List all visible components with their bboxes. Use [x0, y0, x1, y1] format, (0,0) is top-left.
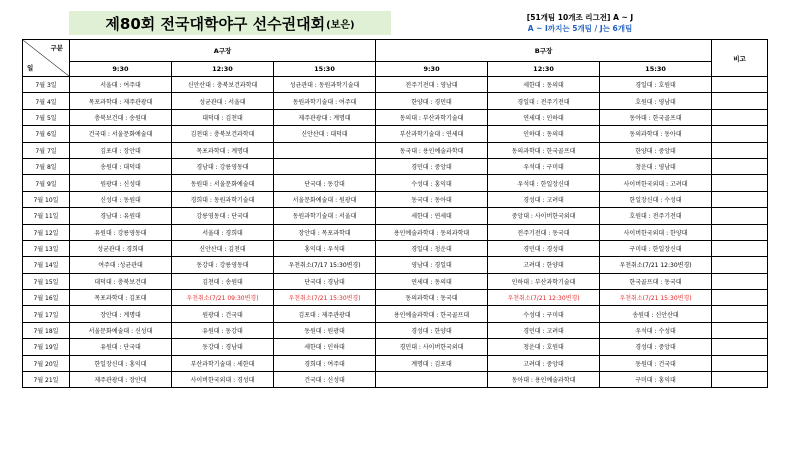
field-a-header: A구장 [70, 40, 376, 62]
remark-cell [712, 322, 768, 338]
game-cell: 장안대 : 목포과학대 [274, 224, 376, 240]
game-cell: 동원대 : 건국대 [600, 355, 712, 371]
game-cell: 부산과학기술대 : 연세대 [376, 126, 488, 142]
date-cell: 7월 20일 [23, 355, 70, 371]
game-cell: 사이버한국외대 : 한양대 [600, 224, 712, 240]
game-cell: 구미대 : 홍익대 [600, 372, 712, 388]
game-cell: 경남대 : 유원대 [70, 208, 172, 224]
schedule-row [23, 322, 768, 338]
date-cell: 7월 15일 [23, 273, 70, 289]
game-cell: 세한대 : 인하대 [274, 339, 376, 355]
game-cell: 목포과학대 : 제주관광대 [70, 93, 172, 109]
game-cell: 인하대 : 동의대 [488, 126, 600, 142]
schedule-row [23, 339, 768, 355]
remark-header: 비고 [712, 40, 768, 77]
time-header: 12:30 [172, 62, 274, 77]
game-cell: 유원대 : 동강대 [172, 322, 274, 338]
schedule-row [23, 355, 768, 371]
remark-cell [712, 290, 768, 306]
game-cell: 성균관대 : 경희대 [70, 240, 172, 256]
remark-cell [712, 372, 768, 388]
game-cell: 충북보건대 : 송원대 [70, 109, 172, 125]
game-cell: 경남대 : 강릉영동대 [172, 158, 274, 174]
game-cell: 연세대 : 동의대 [376, 273, 488, 289]
game-cell: 우석대 : 구미대 [488, 158, 600, 174]
game-cell: 우천취소(7/21 15:30변경) [600, 290, 712, 306]
game-cell: 단국대 : 경남대 [274, 273, 376, 289]
game-cell: 신안산대 : 충북보건과학대 [172, 77, 274, 93]
schedule-row [23, 257, 768, 273]
schedule-row [23, 175, 768, 191]
game-cell: 대덕대 : 충북보건대 [70, 273, 172, 289]
game-cell: 사이버한국외대 : 경성대 [172, 372, 274, 388]
remark-cell [712, 257, 768, 273]
date-cell: 7월 7일 [23, 142, 70, 158]
game-cell: 유원대 : 강릉영동대 [70, 224, 172, 240]
game-cell: 서울대 : 여주대 [70, 77, 172, 93]
league-groups: A ~ I까지는 5개팀 / J는 6개팀 [527, 24, 633, 33]
game-cell: 송원대 : 대덕대 [70, 158, 172, 174]
game-cell: 고려대 : 한양대 [488, 257, 600, 273]
game-cell: 김천대 : 충북보건과학대 [172, 126, 274, 142]
schedule-row [23, 93, 768, 109]
game-cell: 동아대 : 용인예술과학대 [488, 372, 600, 388]
game-cell: 부산과학기술대 : 세한대 [172, 355, 274, 371]
game-cell: 동원과학기술대 : 여주대 [274, 93, 376, 109]
game-cell: 경민대 : 고려대 [488, 322, 600, 338]
corner-header [23, 40, 70, 77]
date-cell: 7월 12일 [23, 224, 70, 240]
game-cell: 목포과학대 : 김포대 [70, 290, 172, 306]
schedule-row [23, 158, 768, 174]
game-cell: 경성대 : 고려대 [488, 191, 600, 207]
game-cell: 동국대 : 동아대 [376, 191, 488, 207]
game-cell: 성균관대 : 서울대 [172, 93, 274, 109]
game-cell: 용인예술과학대 : 동의과학대 [376, 224, 488, 240]
game-cell: 수성대 : 홍익대 [376, 175, 488, 191]
game-cell: 동강대 : 강릉영동대 [172, 257, 274, 273]
remark-cell [712, 93, 768, 109]
game-cell: 경성대 : 중앙대 [600, 339, 712, 355]
schedule-row [23, 224, 768, 240]
game-cell: 연세대 : 인하대 [488, 109, 600, 125]
schedule-row [23, 142, 768, 158]
schedule-row [23, 240, 768, 256]
schedule-row [23, 77, 768, 93]
time-header: 12:30 [488, 62, 600, 77]
game-cell: 서울문화예술대 : 원광대 [274, 191, 376, 207]
game-cell: 경일대 : 청운대 [376, 240, 488, 256]
game-cell: 청운대 : 영남대 [600, 158, 712, 174]
game-cell [274, 142, 376, 158]
game-cell: 서울대 : 경희대 [172, 224, 274, 240]
game-cell [274, 158, 376, 174]
game-cell: 우천취소(7/21 12:30변경) [488, 290, 600, 306]
remark-cell [712, 208, 768, 224]
game-cell: 구미대 : 한일장신대 [600, 240, 712, 256]
date-cell: 7월 4일 [23, 93, 70, 109]
game-cell: 동원대 : 원광대 [274, 322, 376, 338]
game-cell: 경민대 : 중앙대 [376, 158, 488, 174]
league-info [470, 12, 690, 34]
date-cell: 7월 18일 [23, 322, 70, 338]
schedule-row [23, 273, 768, 289]
game-cell: 경일대 : 호원대 [600, 77, 712, 93]
remark-cell [712, 339, 768, 355]
game-cell: 청운대 : 호원대 [488, 339, 600, 355]
game-cell: 영남대 : 경일대 [376, 257, 488, 273]
time-header: 15:30 [600, 62, 712, 77]
remark-cell [712, 109, 768, 125]
date-cell: 7월 8일 [23, 158, 70, 174]
game-cell: 여주대 :성균관대 [70, 257, 172, 273]
game-cell: 목포과학대 : 계명대 [172, 142, 274, 158]
game-cell: 동원대 : 서울문화예술대 [172, 175, 274, 191]
game-cell: 용인예술과학대 : 한국골프대 [376, 306, 488, 322]
remark-cell [712, 273, 768, 289]
game-cell: 세한대 : 연세대 [376, 208, 488, 224]
game-cell: 경희대 : 여주대 [274, 355, 376, 371]
time-header: 15:30 [274, 62, 376, 77]
game-cell: 한일장신대 : 수성대 [600, 191, 712, 207]
game-cell: 신성대 : 동원대 [70, 191, 172, 207]
remark-cell [712, 158, 768, 174]
field-b-header: B구장 [376, 40, 712, 62]
schedule-row [23, 126, 768, 142]
game-cell: 동원과학기술대 : 서울대 [274, 208, 376, 224]
game-cell: 동의대 : 부산과학기술대 [376, 109, 488, 125]
schedule-row [23, 109, 768, 125]
corner-category: 구분 [50, 44, 63, 52]
remark-cell [712, 240, 768, 256]
game-cell: 경일대 : 전주기전대 [488, 93, 600, 109]
game-cell: 강릉영동대 : 단국대 [172, 208, 274, 224]
schedule-row [23, 372, 768, 388]
game-cell: 계명대 : 김포대 [376, 355, 488, 371]
game-cell: 홍익대 : 우석대 [274, 240, 376, 256]
schedule-body [23, 77, 768, 388]
date-cell: 7월 16일 [23, 290, 70, 306]
game-cell: 서울문화예술대 : 신성대 [70, 322, 172, 338]
tournament-title: 제80회 전국대학야구 선수권대회 [105, 14, 326, 33]
game-cell: 세한대 : 동의대 [488, 77, 600, 93]
date-cell: 7월 11일 [23, 208, 70, 224]
date-cell: 7월 10일 [23, 191, 70, 207]
game-cell: 유원대 : 단국대 [70, 339, 172, 355]
game-cell: 우천취소(7/21 15:30변경) [274, 290, 376, 306]
game-cell: 신안산대 : 대덕대 [274, 126, 376, 142]
game-cell: 한양대 : 경민대 [376, 93, 488, 109]
remark-cell [712, 224, 768, 240]
game-cell: 건국대 : 서울문화예술대 [70, 126, 172, 142]
game-cell: 중앙대 : 사이버한국외대 [488, 208, 600, 224]
game-cell: 우석대 : 한일장신대 [488, 175, 600, 191]
date-cell: 7월 19일 [23, 339, 70, 355]
game-cell: 전주기전대 : 영남대 [376, 77, 488, 93]
date-cell: 7월 14일 [23, 257, 70, 273]
game-cell: 제주관광대 : 장안대 [70, 372, 172, 388]
corner-day: 일 [27, 64, 34, 72]
game-cell: 경성대 : 한양대 [376, 322, 488, 338]
schedule-row [23, 191, 768, 207]
date-cell: 7월 6일 [23, 126, 70, 142]
date-cell: 7월 17일 [23, 306, 70, 322]
game-cell: 동의과학대 : 한국골프대 [488, 142, 600, 158]
game-cell: 경민대 : 경성대 [488, 240, 600, 256]
date-cell: 7월 3일 [23, 77, 70, 93]
game-cell: 전주기전대 : 동국대 [488, 224, 600, 240]
game-cell: 동아대 : 한국골프대 [600, 109, 712, 125]
remark-cell [712, 142, 768, 158]
game-cell: 송원대 : 신안산대 [600, 306, 712, 322]
time-header: 9:30 [70, 62, 172, 77]
remark-cell [712, 175, 768, 191]
tournament-venue: (보은) [326, 19, 355, 31]
game-cell: 신안산대 : 김천대 [172, 240, 274, 256]
date-cell: 7월 5일 [23, 109, 70, 125]
time-header: 9:30 [376, 62, 488, 77]
game-cell: 제주관광대 : 계명대 [274, 109, 376, 125]
remark-cell [712, 191, 768, 207]
schedule-row [23, 290, 768, 306]
date-cell: 7월 13일 [23, 240, 70, 256]
game-cell: 고려대 : 중앙대 [488, 355, 600, 371]
game-cell: 한국골프대 : 동국대 [600, 273, 712, 289]
game-cell: 우석대 : 수성대 [600, 322, 712, 338]
game-cell: 우천취소(7/17 15:30변경) [274, 257, 376, 273]
game-cell: 단국대 : 동강대 [274, 175, 376, 191]
game-cell: 대덕대 : 김천대 [172, 109, 274, 125]
game-cell: 장안대 : 계명대 [70, 306, 172, 322]
game-cell: 동의과학대 : 동아대 [600, 126, 712, 142]
remark-cell [712, 126, 768, 142]
game-cell: 원광대 : 건국대 [172, 306, 274, 322]
game-cell: 인하대 : 부산과학기술대 [488, 273, 600, 289]
game-cell: 호원대 : 전주기전대 [600, 208, 712, 224]
game-cell: 동의과학대 : 동국대 [376, 290, 488, 306]
date-cell: 7월 9일 [23, 175, 70, 191]
game-cell: 원광대 : 신성대 [70, 175, 172, 191]
game-cell: 김천대 : 송원대 [172, 273, 274, 289]
schedule-row [23, 306, 768, 322]
game-cell: 성균관대 : 동원과학기술대 [274, 77, 376, 93]
game-cell: 우천취소(7/21 09:30변경) [172, 290, 274, 306]
game-cell: 우천취소(7/21 12:30변경) [600, 257, 712, 273]
remark-cell [712, 77, 768, 93]
remark-cell [712, 355, 768, 371]
game-cell: 경희대 : 동원과학기술대 [172, 191, 274, 207]
game-cell: 김포대 : 제주관광대 [274, 306, 376, 322]
schedule-table [22, 39, 768, 388]
game-cell: 경민대 : 사이버한국외대 [376, 339, 488, 355]
game-cell: 호원대 : 영남대 [600, 93, 712, 109]
date-cell: 7월 21일 [23, 372, 70, 388]
title-banner [69, 11, 391, 35]
game-cell: 건국대 : 신성대 [274, 372, 376, 388]
game-cell: 동강대 : 경남대 [172, 339, 274, 355]
game-cell [376, 372, 488, 388]
game-cell: 한일장신대 : 홍익대 [70, 355, 172, 371]
schedule-row [23, 208, 768, 224]
game-cell: 한양대 : 중앙대 [600, 142, 712, 158]
game-cell: 동국대 : 용인예술과학대 [376, 142, 488, 158]
game-cell: 김포대 : 장안대 [70, 142, 172, 158]
game-cell: 사이버한국외대 : 고려대 [600, 175, 712, 191]
league-format: [51개팀 10개조 리그전] A ~ J [526, 13, 634, 22]
remark-cell [712, 306, 768, 322]
game-cell: 수성대 : 구미대 [488, 306, 600, 322]
